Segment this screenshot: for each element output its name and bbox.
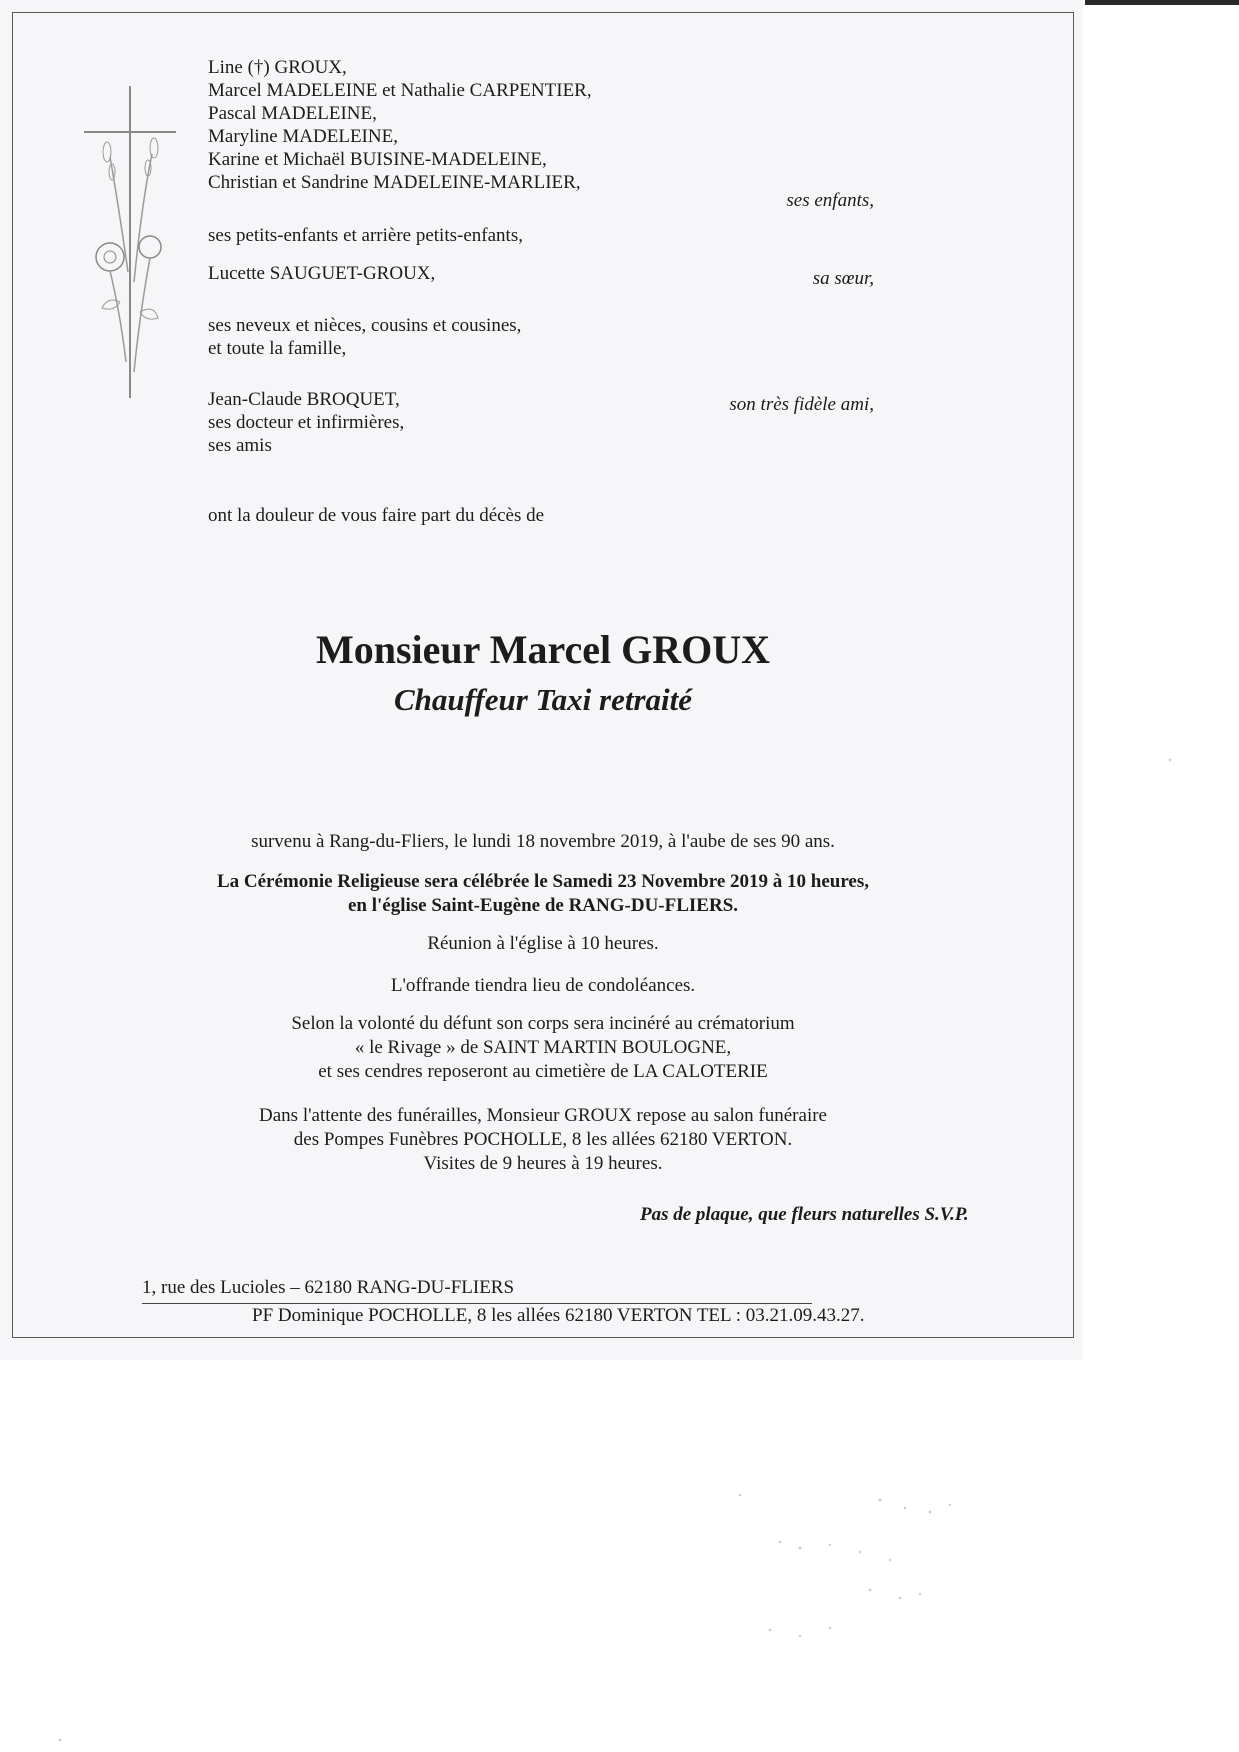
grandchildren-line: ses petits-enfants et arrière petits-enfants, xyxy=(208,225,523,246)
meeting-line: Réunion à l'église à 10 heures. xyxy=(427,933,659,954)
cremation-line: Selon la volonté du défunt son corps sera incinéré au crématorium xyxy=(291,1013,795,1034)
deceased-profession: Chauffeur Taxi retraité xyxy=(394,682,692,717)
list-item: ses amis xyxy=(208,435,272,456)
list-item: Jean-Claude BROQUET, xyxy=(208,389,400,410)
viewing-line: des Pompes Funèbres POCHOLLE, 8 les allées 62180 VERTON. xyxy=(293,1129,793,1150)
list-item: Karine et Michaël BUISINE-MADELEINE, xyxy=(208,149,547,170)
ceremony-line: La Cérémonie Religieuse sera célébrée le Samedi 23 Novembre 2019 à 10 heures, xyxy=(216,871,869,892)
list-item: ses docteur et infirmières, xyxy=(208,412,405,433)
list-item: Pascal MADELEINE, xyxy=(208,103,377,124)
cremation-line: « le Rivage » de SAINT MARTIN BOULOGNE, xyxy=(354,1037,732,1058)
list-item: et toute la famille, xyxy=(208,338,347,359)
deceased-name: Monsieur Marcel GROUX xyxy=(315,627,770,672)
list-item: Marcel MADELEINE et Nathalie CARPENTIER, xyxy=(208,80,592,101)
offering-line: L'offrande tiendra lieu de condoléances. xyxy=(390,975,696,996)
cremation-line: et ses cendres reposeront au cimetière de LA CALOTERIE xyxy=(318,1061,768,1082)
list-item: ses neveux et nièces, cousins et cousines, xyxy=(208,315,522,336)
friend-role: son très fidèle ami, xyxy=(729,394,874,415)
flowers-note: Pas de plaque, que fleurs naturelles S.V.P. xyxy=(640,1204,969,1225)
children-role: ses enfants, xyxy=(786,190,874,211)
funeral-home-contact: PF Dominique POCHOLLE, 8 les allées 62180 VERTON TEL : 03.21.09.43.27. xyxy=(252,1305,865,1326)
death-line: survenu à Rang-du-Fliers, le lundi 18 novembre 2019, à l'aube de ses 90 ans. xyxy=(251,831,835,852)
viewing-line: Dans l'attente des funérailles, Monsieur GROUX repose au salon funéraire xyxy=(259,1105,827,1126)
list-item: Line (†) GROUX, xyxy=(208,57,347,78)
viewing-line: Visites de 9 heures à 19 heures. xyxy=(423,1153,663,1174)
announcement-line: ont la douleur de vous faire part du décès de xyxy=(208,505,545,526)
sister-name: Lucette SAUGUET-GROUX, xyxy=(208,263,436,284)
home-address: 1, rue des Lucioles – 62180 RANG-DU-FLIERS xyxy=(142,1277,515,1298)
list-item: Maryline MADELEINE, xyxy=(208,126,398,147)
ceremony-line: en l'église Saint-Eugène de RANG-DU-FLIERS. xyxy=(347,895,739,916)
list-item: Christian et Sandrine MADELEINE-MARLIER, xyxy=(208,172,581,193)
sister-role: sa sœur, xyxy=(812,268,874,289)
